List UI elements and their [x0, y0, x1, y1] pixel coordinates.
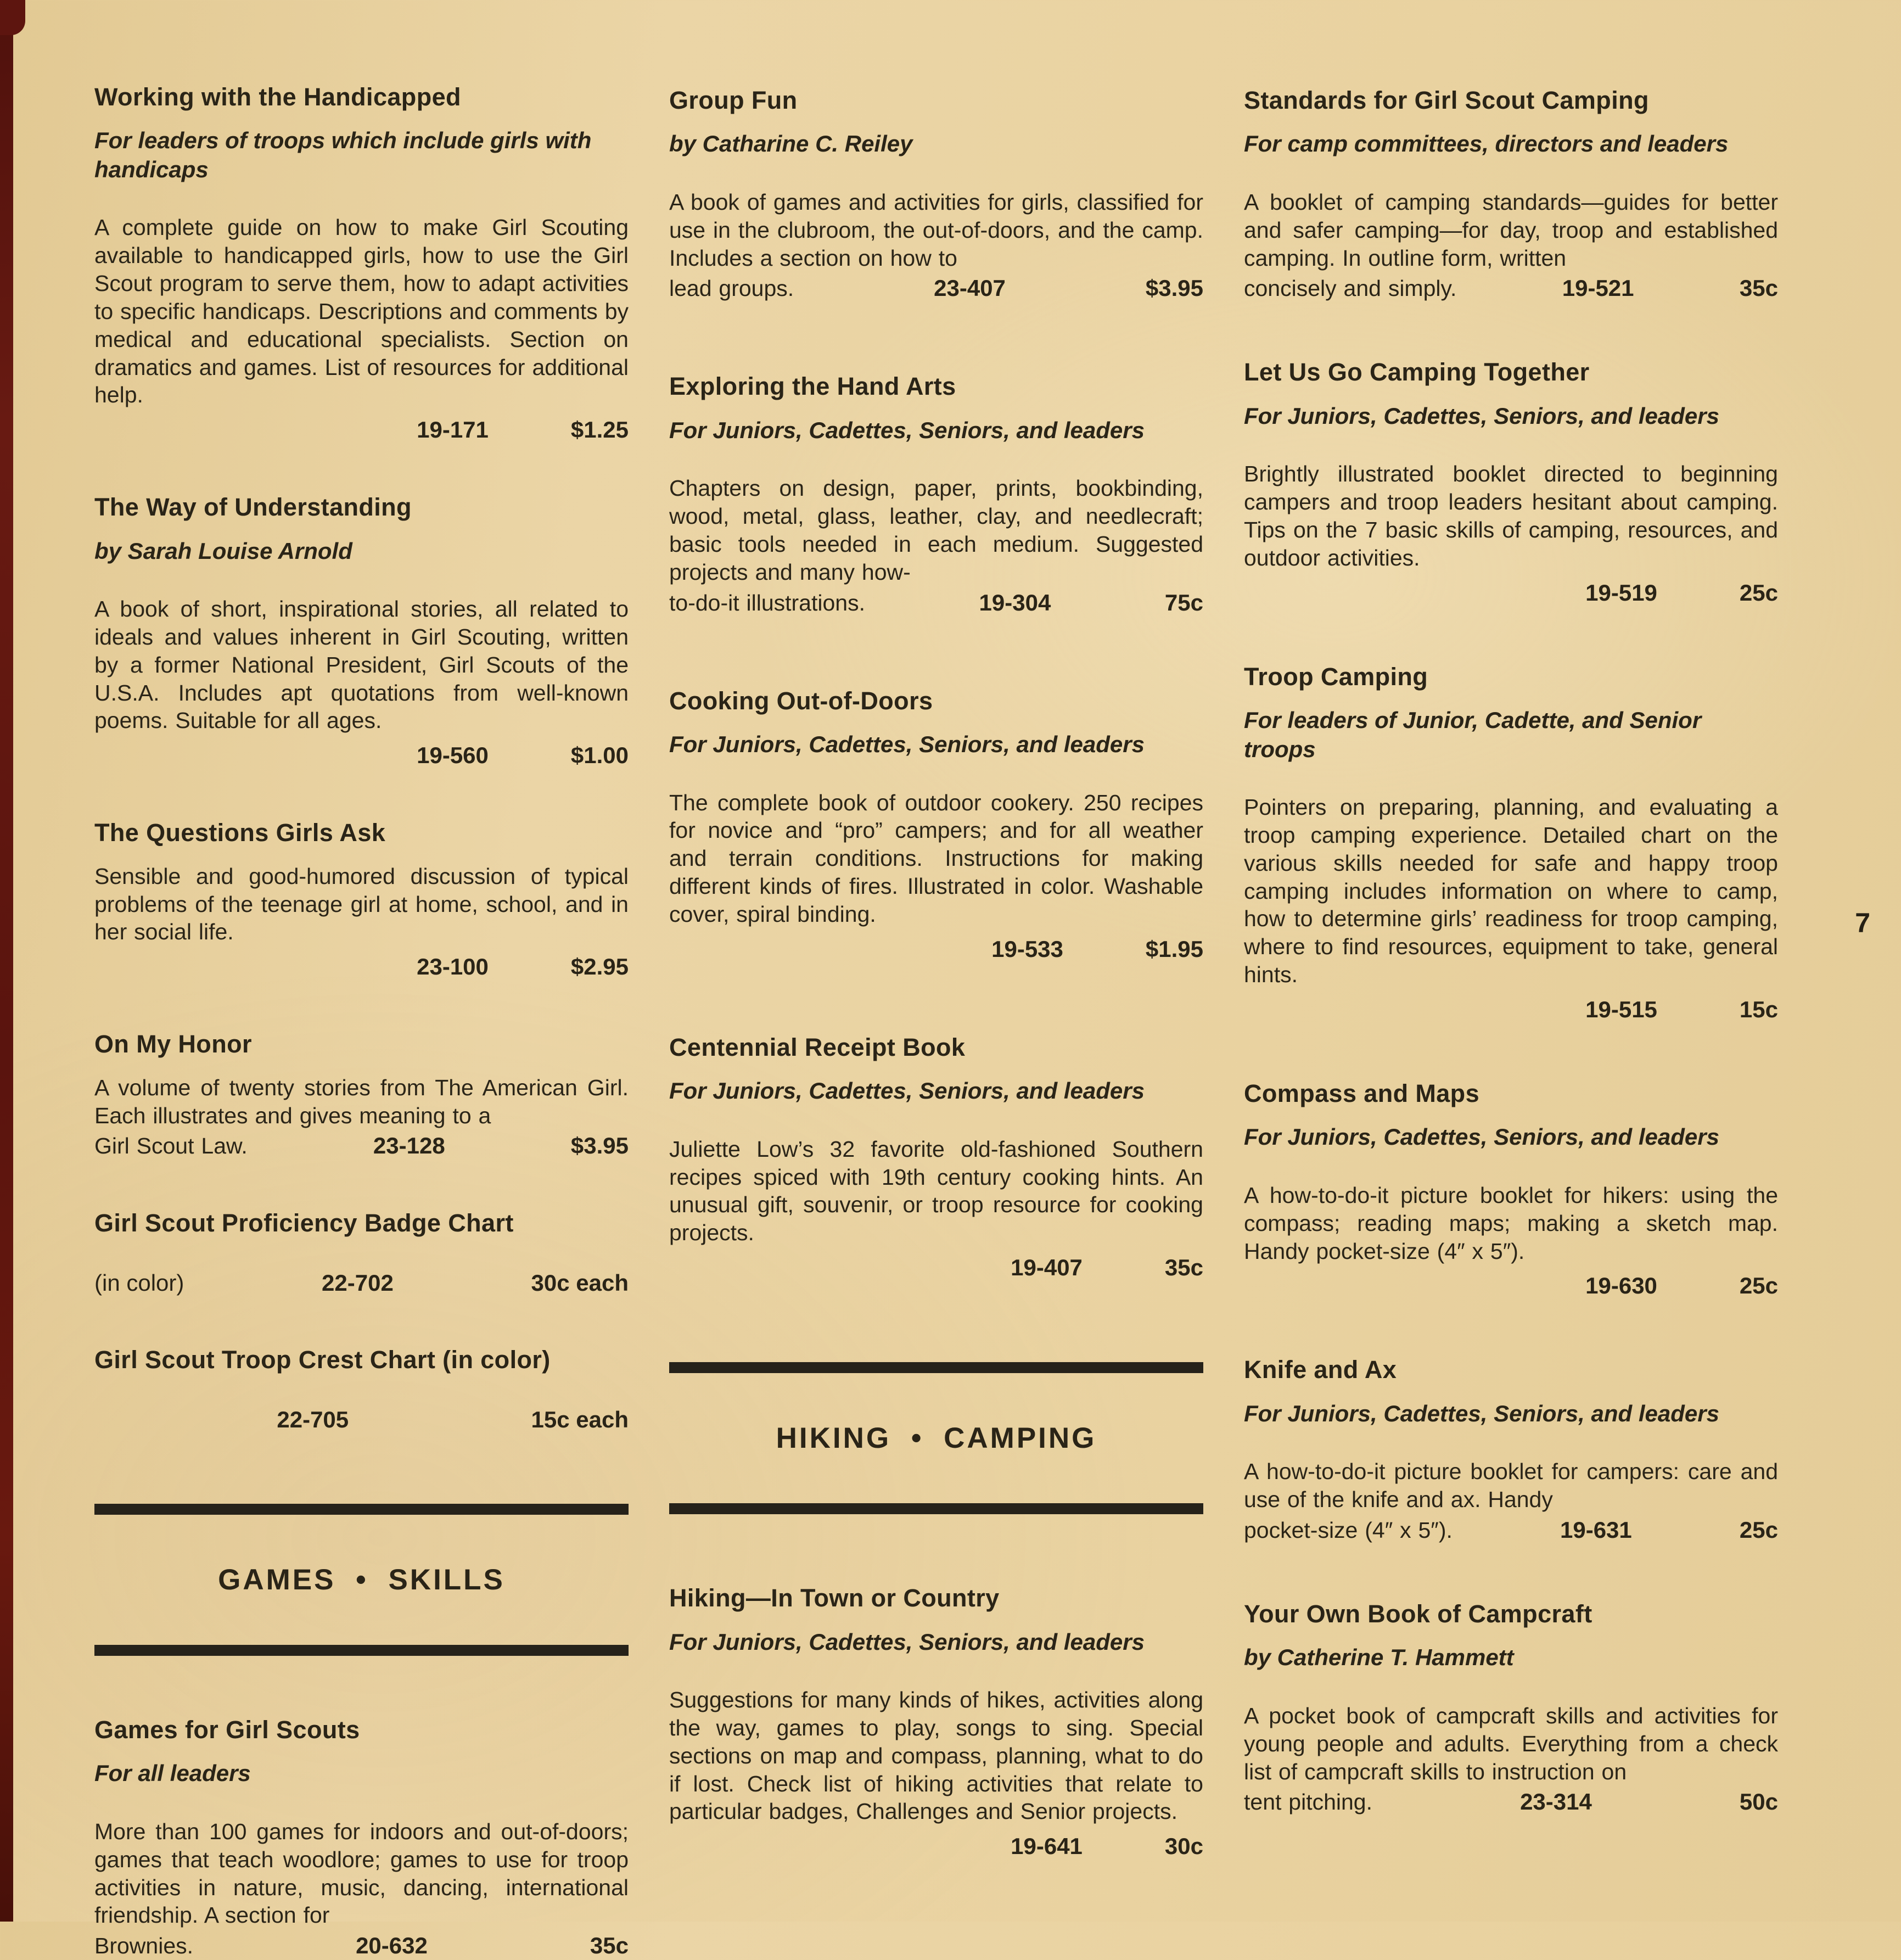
- catalog-number: 19-641: [1011, 1833, 1083, 1860]
- price: 25c: [1739, 579, 1778, 606]
- entry-audience: For camp committees, directors and leaders: [1244, 131, 1729, 157]
- divider-rule: [94, 1645, 629, 1656]
- catalog-number: 19-521: [1562, 275, 1634, 301]
- column-left: [94, 83, 629, 1960]
- catalog-number: 22-702: [322, 1269, 394, 1296]
- entry-code-price: [94, 416, 629, 444]
- entry-description-tail: to-do-it illustrations.: [669, 590, 865, 615]
- catalog-entry-questions-girls-ask: [94, 819, 629, 981]
- catalog-number: 22-705: [277, 1406, 349, 1432]
- catalog-entry-proficiency-badge-chart: [94, 1209, 629, 1297]
- entry-audience: For Juniors, Cadettes, Seniors, and leaders: [669, 417, 1145, 443]
- entry-title: On My Honor: [94, 1030, 252, 1059]
- entry-description: Brightly illustrated booklet directed to beginning campers and troop leaders hesitant about camping. Tips on the 7 basic skills of camping, resources, and outdoor activities.: [1244, 461, 1778, 570]
- entry-title: The Questions Girls Ask: [94, 819, 386, 847]
- price: 30c each: [531, 1269, 629, 1296]
- entry-code-price: [94, 1406, 629, 1433]
- catalog-entry-cooking-out-of-doors: [669, 687, 1203, 964]
- price: 25c: [1739, 1517, 1778, 1543]
- entry-description: Chapters on design, paper, prints, bookbinding, wood, metal, glass, leather, clay, and needlecraft; basic tools needed in each medium. Suggested projects and many how-: [669, 475, 1203, 585]
- entry-code-price: [1244, 579, 1778, 607]
- entry-title: Troop Camping: [1244, 662, 1428, 691]
- price: 30c: [1164, 1833, 1203, 1860]
- catalog-number: 19-407: [1011, 1255, 1083, 1281]
- entry-description-tail: pocket-size (4″ x 5″).: [1244, 1517, 1453, 1543]
- price: 75c: [1164, 589, 1203, 615]
- price: 50c: [1739, 1789, 1778, 1815]
- entry-last-line: [94, 1931, 629, 1960]
- entry-title: Compass and Maps: [1244, 1079, 1479, 1107]
- catalog-number: 23-314: [1520, 1789, 1592, 1815]
- entry-last-line: [669, 589, 1203, 617]
- catalog-entry-troop-camping: [1244, 663, 1778, 1024]
- catalog-number: 19-631: [1560, 1517, 1632, 1543]
- column-center: [669, 83, 1203, 1960]
- entry-audience: For leaders of Junior, Cadette, and Senior troops: [1244, 707, 1702, 762]
- price: $3.95: [570, 1133, 629, 1159]
- page-number: 7: [1855, 908, 1870, 938]
- entry-description: A pocket book of campcraft skills and activities for young people and adults. Everything from a check list of campcraft skills to instruction on: [1244, 1703, 1778, 1784]
- entry-description: The complete book of outdoor cookery. 250 recipes for novice and “pro” campers; and for all weather and terrain conditions. Instructions for making different kinds of fires. Illustrated in color. Washable cover, spiral binding.: [669, 789, 1203, 927]
- catalog-entry-compass-and-maps: [1244, 1080, 1778, 1300]
- catalog-number: 19-519: [1585, 579, 1657, 606]
- entry-description: A complete guide on how to make Girl Scouting available to handicapped girls, how to use the Girl Scout program to serve them, how to adapt activities to specific handicaps. Descriptions and comments by medical and educational specialists. Section on dramatics and games. List of resources for additional help.: [94, 215, 629, 408]
- catalog-number: 19-171: [417, 417, 489, 443]
- entry-author: by Catherine T. Hammett: [1244, 1644, 1514, 1671]
- entry-title: Knife and Ax: [1244, 1356, 1397, 1384]
- entry-title: Games for Girl Scouts: [94, 1716, 360, 1744]
- price: 15c each: [531, 1406, 629, 1432]
- catalog-entry-exploring-the-hand-arts: [669, 373, 1203, 617]
- catalog-number: 19-515: [1585, 996, 1657, 1022]
- catalog-number: 23-100: [417, 954, 489, 980]
- entry-description: A how-to-do-it picture booklet for hikers: using the compass; reading maps; making a sketch map. Handy pocket-size (4″ x 5″).: [1244, 1182, 1778, 1264]
- catalog-entry-your-own-book-of-campcraft: [1244, 1600, 1778, 1816]
- price: 35c: [1164, 1255, 1203, 1281]
- entry-last-line: [669, 274, 1203, 303]
- entry-title: Cooking Out-of-Doors: [669, 686, 933, 715]
- entry-audience: For Juniors, Cadettes, Seniors, and leaders: [669, 1078, 1145, 1104]
- entry-title: Girl Scout Proficiency Badge Chart: [94, 1209, 514, 1237]
- price: $1.95: [1145, 936, 1203, 962]
- entry-code-price: [1244, 1272, 1778, 1300]
- catalog-page: [94, 83, 1778, 1960]
- entry-description-tail: Girl Scout Law.: [94, 1133, 248, 1159]
- divider-rule: [669, 1503, 1203, 1514]
- entry-description-tail: tent pitching.: [1244, 1789, 1372, 1815]
- catalog-number: 20-632: [356, 1933, 428, 1959]
- price: 15c: [1739, 996, 1778, 1022]
- entry-audience: For Juniors, Cadettes, Seniors, and leaders: [669, 731, 1145, 758]
- catalog-entry-games-for-girl-scouts: [94, 1716, 629, 1960]
- entry-description: Pointers on preparing, planning, and evaluating a troop camping experience. Detailed chart on the various skills needed for safe and happy troop camping includes information on where to camp, how to determine girls’ readiness for troop camping, where to find resources, equipment to take, general hints.: [1244, 794, 1778, 988]
- column-right: [1244, 83, 1778, 1960]
- catalog-entry-working-with-the-handicapped: [94, 83, 629, 444]
- entry-author: by Catharine C. Reiley: [669, 131, 913, 157]
- catalog-entry-hiking-in-town-or-country: [669, 1584, 1203, 1861]
- entry-title: Group Fun: [669, 86, 798, 114]
- entry-title: Let Us Go Camping Together: [1244, 358, 1590, 387]
- entry-title: Standards for Girl Scout Camping: [1244, 86, 1649, 114]
- catalog-entry-on-my-honor: [94, 1031, 629, 1160]
- entry-code-price: [94, 741, 629, 770]
- entry-description-tail: concisely and simply.: [1244, 276, 1457, 301]
- entry-last-line: [1244, 274, 1778, 303]
- section-games-skills: [94, 1504, 629, 1656]
- catalog-entry-way-of-understanding: [94, 494, 629, 770]
- entry-title: Hiking—In Town or Country: [669, 1584, 1000, 1612]
- price: $1.25: [570, 417, 629, 443]
- section-header: GAMES • SKILLS: [218, 1564, 505, 1597]
- entry-note: (in color): [94, 1269, 184, 1296]
- entry-description-tail: lead groups.: [669, 276, 794, 301]
- entry-title: Centennial Receipt Book: [669, 1033, 966, 1061]
- entry-code-price: [669, 1253, 1203, 1282]
- catalog-number: 19-304: [979, 589, 1051, 615]
- catalog-number: 19-560: [417, 742, 489, 769]
- entry-last-line: [94, 1132, 629, 1160]
- entry-title: Your Own Book of Campcraft: [1244, 1600, 1592, 1628]
- catalog-number: 23-407: [934, 275, 1006, 301]
- entry-audience: For Juniors, Cadettes, Seniors, and leaders: [1244, 1400, 1719, 1426]
- price: 35c: [590, 1933, 629, 1959]
- section-header: HIKING • CAMPING: [776, 1422, 1097, 1455]
- entry-audience: For leaders of troops which include girls with handicaps: [94, 127, 592, 182]
- entry-code-price: [669, 1832, 1203, 1861]
- catalog-entry-let-us-go-camping-together: [1244, 359, 1778, 607]
- entry-author: by Sarah Louise Arnold: [94, 537, 352, 564]
- price: $2.95: [570, 954, 629, 980]
- catalog-number: 19-630: [1585, 1273, 1657, 1299]
- entry-code-price: [94, 1269, 629, 1297]
- catalog-number: 19-533: [991, 936, 1063, 962]
- entry-last-line: [1244, 1516, 1778, 1544]
- entry-title: Working with the Handicapped: [94, 83, 461, 111]
- entry-title: The Way of Understanding: [94, 493, 412, 522]
- scan-left-edge: [0, 0, 13, 1922]
- entry-last-line: [1244, 1788, 1778, 1816]
- catalog-entry-group-fun: [669, 87, 1203, 303]
- entry-description: A book of games and activities for girls, classified for use in the clubroom, the out-of-doors, and the camp. Includes a section on how to: [669, 189, 1203, 271]
- catalog-entry-centennial-receipt-book: [669, 1034, 1203, 1282]
- price: 35c: [1739, 275, 1778, 301]
- entry-description: Sensible and good-humored discussion of typical problems of the teenage girl at home, school, and in her social life.: [94, 863, 629, 945]
- price: $3.95: [1145, 275, 1203, 301]
- entry-audience: For Juniors, Cadettes, Seniors, and leaders: [669, 1628, 1145, 1655]
- entry-description-tail: Brownies.: [94, 1933, 194, 1959]
- price: $1.00: [570, 742, 629, 769]
- entry-code-price: [94, 953, 629, 981]
- divider-rule: [669, 1362, 1203, 1373]
- scan-corner-mark: [0, 0, 25, 35]
- entry-audience: For Juniors, Cadettes, Seniors, and leaders: [1244, 402, 1719, 429]
- catalog-number: 23-128: [373, 1133, 445, 1159]
- section-hiking-camping: [669, 1362, 1203, 1514]
- catalog-entry-troop-crest-chart: [94, 1346, 629, 1433]
- entry-description: A book of short, inspirational stories, all related to ideals and values inherent in Girl Scouting, written by a former National President, Girl Scouts of the U.S.A. Includes apt quotations from well-known poems. Suitable for all ages.: [94, 596, 629, 733]
- entry-audience: For all leaders: [94, 1760, 251, 1787]
- entry-description: A booklet of camping standards—guides for better and safer camping—for day, troop and established camping. In outline form, written: [1244, 189, 1778, 271]
- entry-description: Suggestions for many kinds of hikes, activities along the way, games to play, songs to sing. Special sections on map and compass, planning, what to do if lost. Check list of hiking activities that relate to particular badges, Challenges and Senior projects.: [669, 1687, 1203, 1824]
- entry-code-price: [1244, 995, 1778, 1024]
- catalog-entry-knife-and-ax: [1244, 1356, 1778, 1544]
- entry-description: A volume of twenty stories from The American Girl. Each illustrates and gives meaning to a: [94, 1074, 629, 1128]
- price: 25c: [1739, 1273, 1778, 1299]
- entry-audience: For Juniors, Cadettes, Seniors, and leaders: [1244, 1124, 1719, 1150]
- entry-code-price: [669, 935, 1203, 964]
- entry-description: A how-to-do-it picture booklet for campers: care and use of the knife and ax. Handy: [1244, 1459, 1778, 1513]
- entry-description: Juliette Low’s 32 favorite old-fashioned Southern recipes spiced with 19th century cooking hints. An unusual gift, souvenir, or troop resource for cooking projects.: [669, 1136, 1203, 1246]
- entry-description: More than 100 games for indoors and out-of-doors; games that teach woodlore; games to use for troop activities in nature, music, dancing, international friendship. A section for: [94, 1818, 629, 1928]
- divider-rule: [94, 1504, 629, 1515]
- catalog-entry-standards-for-girl-scout-camping: [1244, 87, 1778, 303]
- entry-title: Girl Scout Troop Crest Chart (in color): [94, 1346, 551, 1374]
- entry-title: Exploring the Hand Arts: [669, 372, 956, 401]
